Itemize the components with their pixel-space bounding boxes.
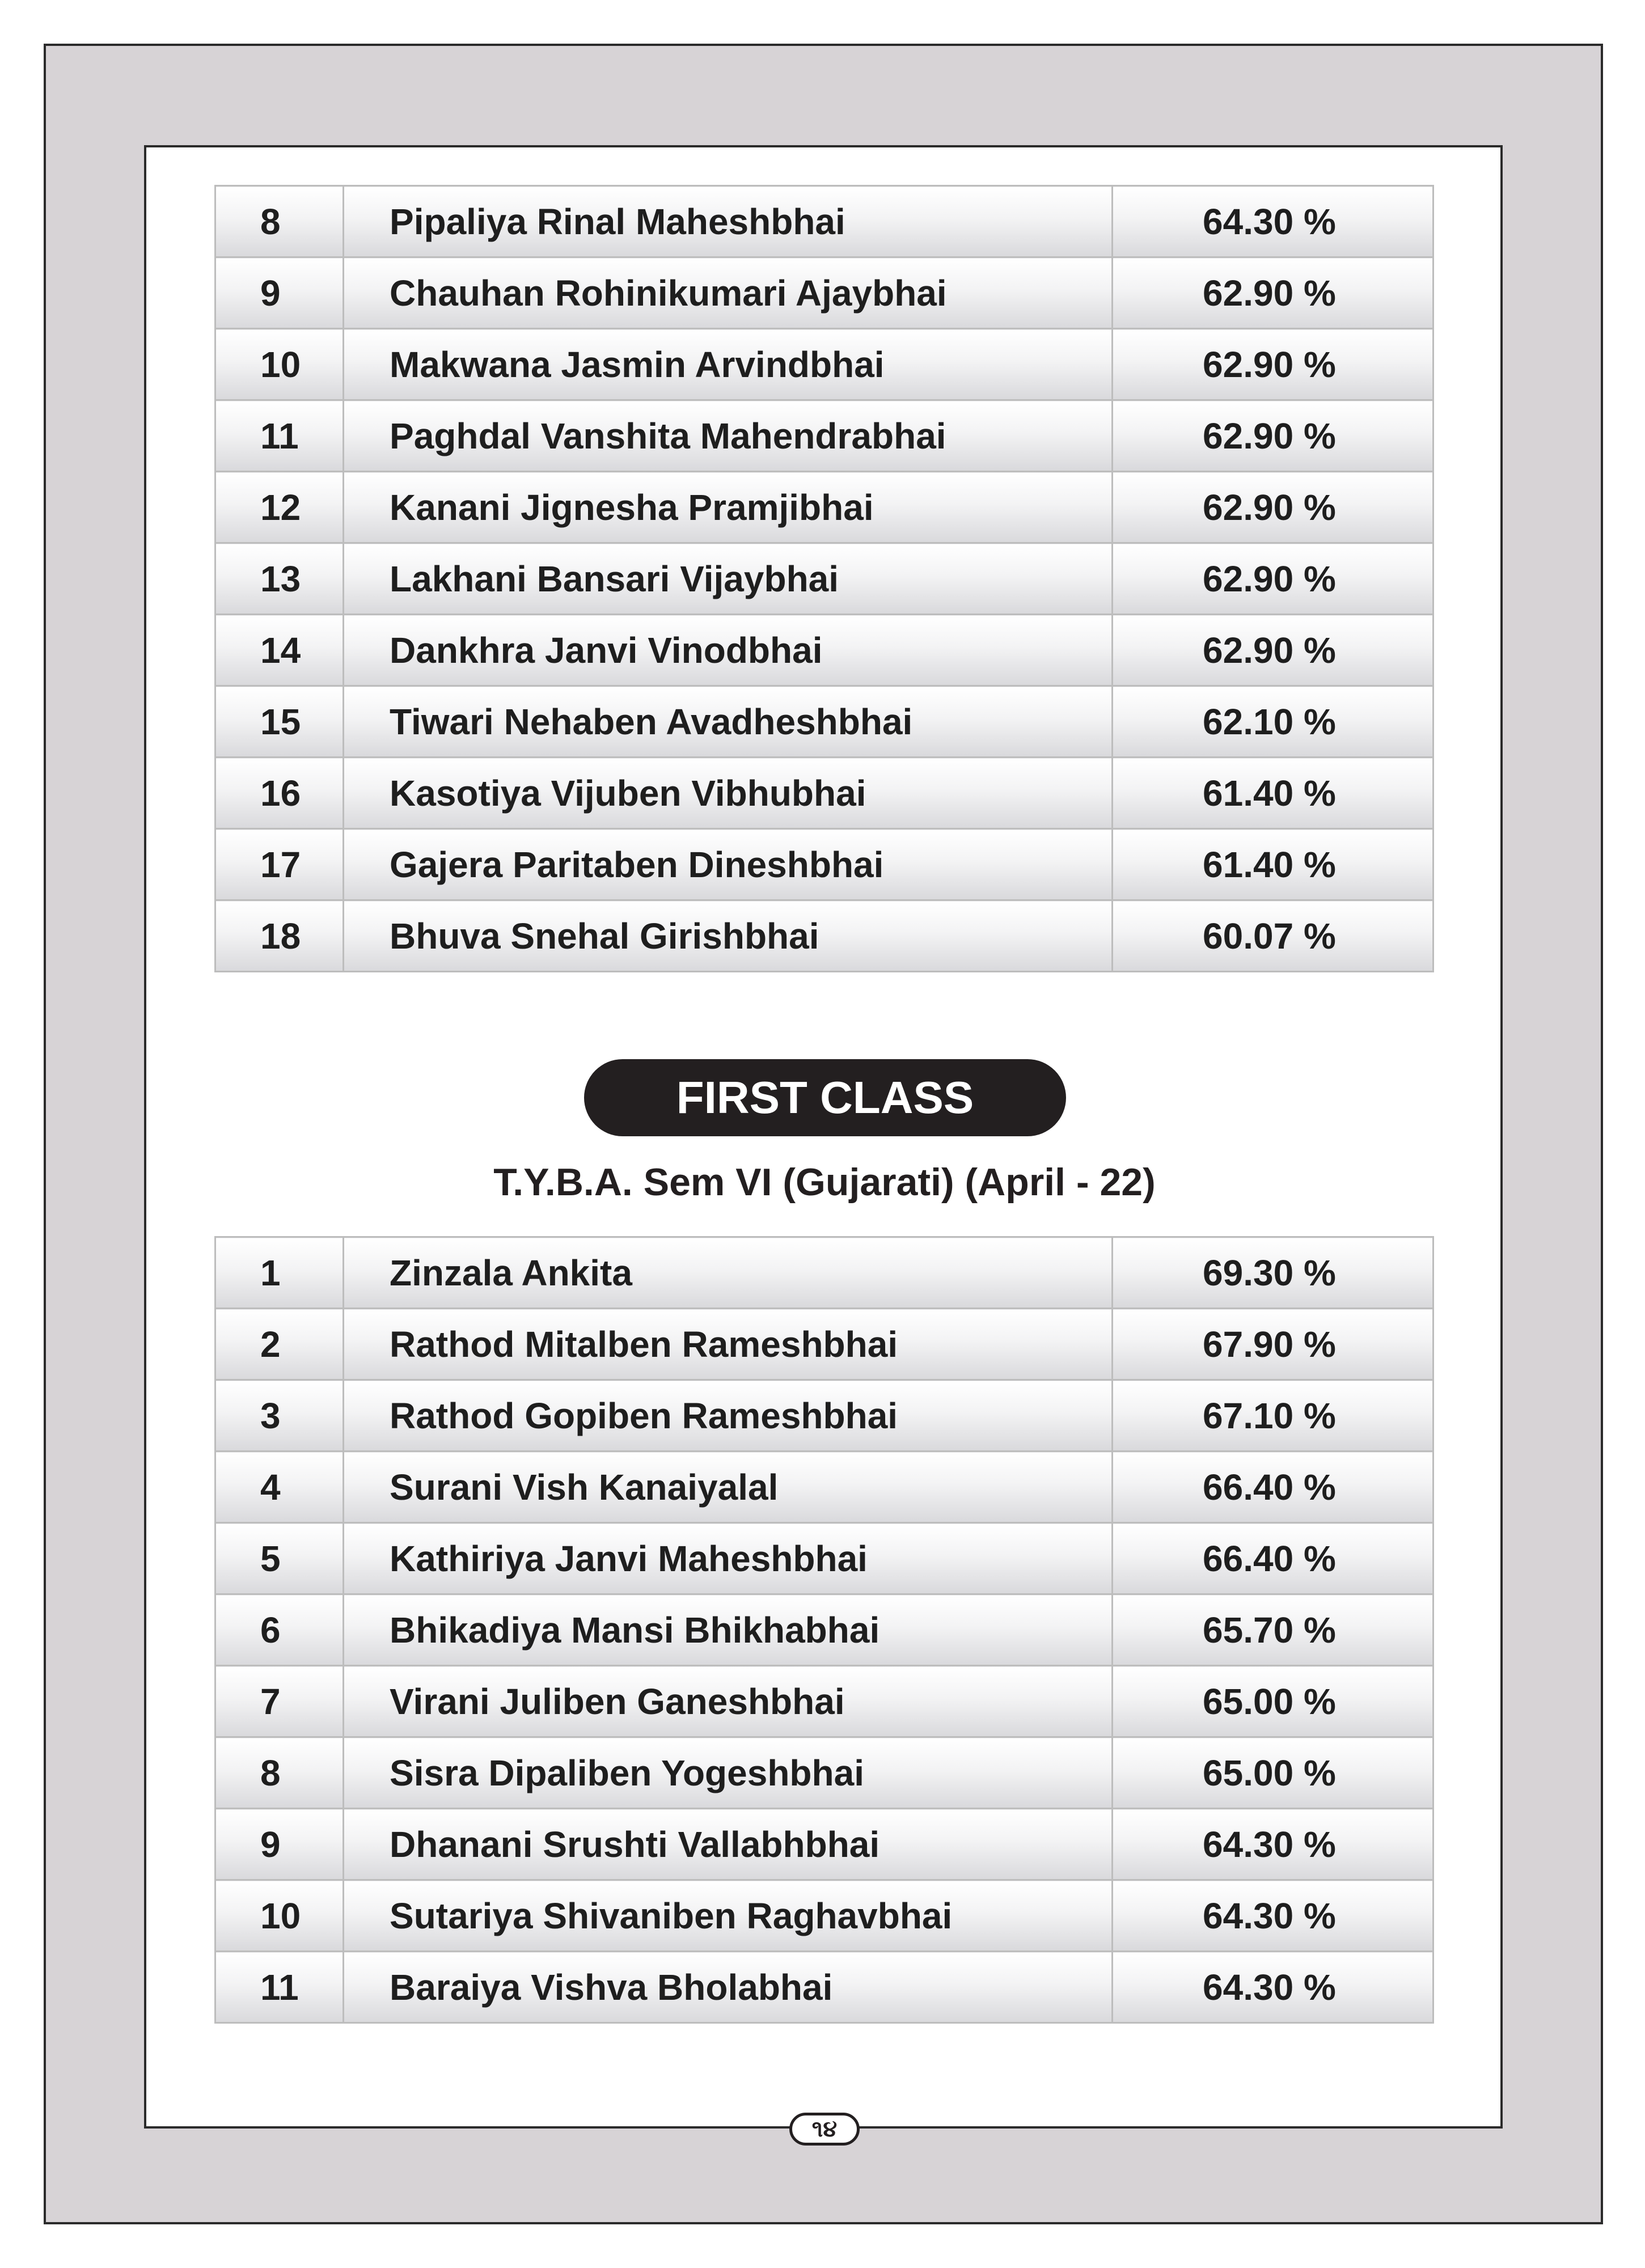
percentage-cell: 61.40 % bbox=[1113, 758, 1433, 829]
percentage-cell: 64.30 % bbox=[1113, 1880, 1433, 1952]
results-table-first-class bbox=[214, 1236, 1434, 2024]
results-table-first-class-body bbox=[215, 1237, 1433, 2023]
student-name-cell: Dankhra Janvi Vinodbhai bbox=[344, 615, 1113, 686]
results-table-top-body bbox=[215, 186, 1433, 972]
table-row bbox=[215, 257, 1433, 329]
student-name-cell: Virani Juliben Ganeshbhai bbox=[344, 1666, 1113, 1737]
table-row bbox=[215, 186, 1433, 257]
percentage-cell: 66.40 % bbox=[1113, 1523, 1433, 1594]
table-row bbox=[215, 1952, 1433, 2023]
student-name-cell: Tiwari Nehaben Avadheshbhai bbox=[344, 686, 1113, 758]
percentage-cell: 67.90 % bbox=[1113, 1309, 1433, 1380]
serial-number-cell: 11 bbox=[215, 1952, 344, 2023]
percentage-cell: 62.90 % bbox=[1113, 400, 1433, 472]
table-row bbox=[215, 758, 1433, 829]
table-row bbox=[215, 1523, 1433, 1594]
serial-number-cell: 12 bbox=[215, 472, 344, 543]
student-name-cell: Baraiya Vishva Bholabhai bbox=[344, 1952, 1113, 2023]
student-name-cell: Surani Vish Kanaiyalal bbox=[344, 1452, 1113, 1523]
percentage-cell: 62.90 % bbox=[1113, 472, 1433, 543]
percentage-cell: 64.30 % bbox=[1113, 186, 1433, 257]
table-row bbox=[215, 329, 1433, 400]
percentage-cell: 66.40 % bbox=[1113, 1452, 1433, 1523]
serial-number-cell: 2 bbox=[215, 1309, 344, 1380]
serial-number-cell: 14 bbox=[215, 615, 344, 686]
serial-number-cell: 13 bbox=[215, 543, 344, 615]
serial-number-cell: 4 bbox=[215, 1452, 344, 1523]
serial-number-cell: 1 bbox=[215, 1237, 344, 1309]
serial-number-cell: 11 bbox=[215, 400, 344, 472]
percentage-cell: 64.30 % bbox=[1113, 1952, 1433, 2023]
table-row bbox=[215, 1880, 1433, 1952]
exam-subtitle: T.Y.B.A. Sem VI (Gujarati) (April - 22) bbox=[493, 1161, 1156, 1204]
serial-number-cell: 16 bbox=[215, 758, 344, 829]
table-row bbox=[215, 1666, 1433, 1737]
student-name-cell: Bhuva Snehal Girishbhai bbox=[344, 900, 1113, 972]
student-name-cell: Dhanani Srushti Vallabhbhai bbox=[344, 1809, 1113, 1880]
serial-number-cell: 17 bbox=[215, 829, 344, 900]
serial-number-cell: 7 bbox=[215, 1666, 344, 1737]
student-name-cell: Bhikadiya Mansi Bhikhabhai bbox=[344, 1594, 1113, 1666]
table-row bbox=[215, 543, 1433, 615]
table-row bbox=[215, 1452, 1433, 1523]
table-row bbox=[215, 472, 1433, 543]
serial-number-cell: 9 bbox=[215, 257, 344, 329]
student-name-cell: Zinzala Ankita bbox=[344, 1237, 1113, 1309]
percentage-cell: 62.10 % bbox=[1113, 686, 1433, 758]
table-row bbox=[215, 1237, 1433, 1309]
percentage-cell: 61.40 % bbox=[1113, 829, 1433, 900]
percentage-cell: 60.07 % bbox=[1113, 900, 1433, 972]
percentage-cell: 62.90 % bbox=[1113, 257, 1433, 329]
page-number: ૧૪ bbox=[789, 2113, 860, 2146]
table-row bbox=[215, 400, 1433, 472]
percentage-cell: 62.90 % bbox=[1113, 615, 1433, 686]
serial-number-cell: 10 bbox=[215, 1880, 344, 1952]
percentage-cell: 65.00 % bbox=[1113, 1666, 1433, 1737]
student-name-cell: Gajera Paritaben Dineshbhai bbox=[344, 829, 1113, 900]
percentage-cell: 65.00 % bbox=[1113, 1737, 1433, 1809]
student-name-cell: Rathod Mitalben Rameshbhai bbox=[344, 1309, 1113, 1380]
student-name-cell: Pipaliya Rinal Maheshbhai bbox=[344, 186, 1113, 257]
table-row bbox=[215, 1594, 1433, 1666]
student-name-cell: Sutariya Shivaniben Raghavbhai bbox=[344, 1880, 1113, 1952]
serial-number-cell: 3 bbox=[215, 1380, 344, 1452]
serial-number-cell: 6 bbox=[215, 1594, 344, 1666]
table-row bbox=[215, 829, 1433, 900]
table-row bbox=[215, 1309, 1433, 1380]
student-name-cell: Kathiriya Janvi Maheshbhai bbox=[344, 1523, 1113, 1594]
serial-number-cell: 10 bbox=[215, 329, 344, 400]
table-row bbox=[215, 1809, 1433, 1880]
serial-number-cell: 8 bbox=[215, 186, 344, 257]
first-class-badge: FIRST CLASS bbox=[584, 1059, 1066, 1136]
percentage-cell: 62.90 % bbox=[1113, 329, 1433, 400]
student-name-cell: Paghdal Vanshita Mahendrabhai bbox=[344, 400, 1113, 472]
serial-number-cell: 5 bbox=[215, 1523, 344, 1594]
student-name-cell: Makwana Jasmin Arvindbhai bbox=[344, 329, 1113, 400]
student-name-cell: Chauhan Rohinikumari Ajaybhai bbox=[344, 257, 1113, 329]
table-row bbox=[215, 686, 1433, 758]
serial-number-cell: 8 bbox=[215, 1737, 344, 1809]
student-name-cell: Lakhani Bansari Vijaybhai bbox=[344, 543, 1113, 615]
student-name-cell: Kasotiya Vijuben Vibhubhai bbox=[344, 758, 1113, 829]
serial-number-cell: 15 bbox=[215, 686, 344, 758]
student-name-cell: Sisra Dipaliben Yogeshbhai bbox=[344, 1737, 1113, 1809]
table-row bbox=[215, 615, 1433, 686]
serial-number-cell: 9 bbox=[215, 1809, 344, 1880]
student-name-cell: Kanani Jignesha Pramjibhai bbox=[344, 472, 1113, 543]
percentage-cell: 62.90 % bbox=[1113, 543, 1433, 615]
results-table-top bbox=[214, 185, 1434, 972]
serial-number-cell: 18 bbox=[215, 900, 344, 972]
table-row bbox=[215, 1737, 1433, 1809]
percentage-cell: 67.10 % bbox=[1113, 1380, 1433, 1452]
table-row bbox=[215, 1380, 1433, 1452]
student-name-cell: Rathod Gopiben Rameshbhai bbox=[344, 1380, 1113, 1452]
percentage-cell: 65.70 % bbox=[1113, 1594, 1433, 1666]
table-row bbox=[215, 900, 1433, 972]
percentage-cell: 69.30 % bbox=[1113, 1237, 1433, 1309]
percentage-cell: 64.30 % bbox=[1113, 1809, 1433, 1880]
